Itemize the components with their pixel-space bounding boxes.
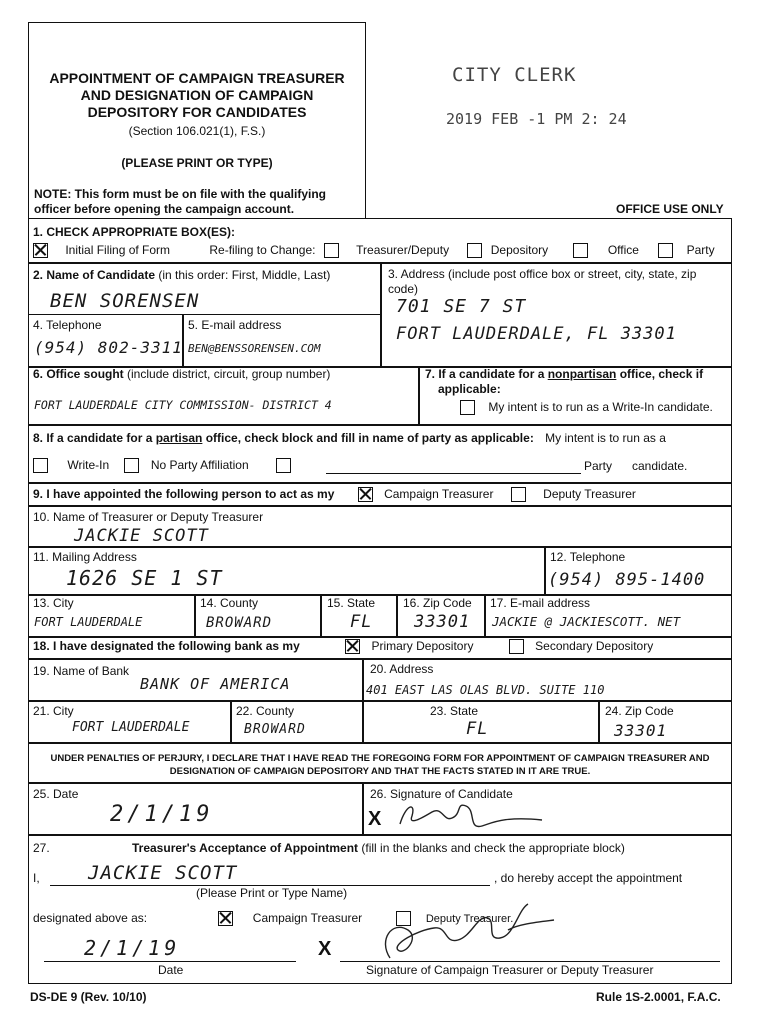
section-7-label-a: 7. If a candidate for a: [425, 367, 548, 381]
section-17-label: 17. E-mail address: [490, 596, 591, 610]
section-6-label-bold: 6. Office sought: [33, 367, 124, 381]
treasurer-telephone-field[interactable]: (954) 895-1400: [548, 570, 706, 590]
section-9-row: [33, 487, 636, 502]
divider: [230, 700, 232, 742]
perjury-line-1: UNDER PENALTIES OF PERJURY, I DECLARE THAT I HAVE READ THE FOREGOING FORM FOR APPOINTMENT OF CAMPAIGN TREASURER AND: [50, 753, 710, 764]
divider: [380, 262, 382, 366]
no-party-affiliation-label: No Party Affiliation: [150, 458, 249, 472]
filing-note: NOTE: This form must be on file with the qualifying officer before opening the campaign account.: [34, 187, 327, 216]
divider: [418, 366, 420, 424]
divider: [28, 700, 732, 702]
divider: [362, 700, 364, 742]
candidate-address-line-1[interactable]: 701 SE 7 ST: [396, 296, 527, 317]
campaign-treasurer-label: Campaign Treasurer: [384, 487, 494, 501]
divider: [28, 314, 380, 315]
acceptance-i: I,: [33, 871, 40, 885]
section-25-label: 25. Date: [33, 787, 79, 801]
divider: [28, 742, 732, 744]
divider: [28, 482, 732, 484]
section-16-label: 16. Zip Code: [403, 596, 472, 610]
form-title: [30, 70, 364, 121]
divider: [28, 424, 732, 426]
section-21-label: 21. City: [33, 704, 74, 718]
section-7-option: [460, 400, 713, 415]
section-26-label: 26. Signature of Candidate: [370, 787, 513, 801]
write-in-partisan-label: Write-In: [67, 458, 110, 472]
section-1-options: [33, 243, 733, 258]
secondary-depository-checkbox[interactable]: [509, 639, 524, 654]
party-text: Party: [584, 459, 613, 473]
section-7-label: [425, 367, 725, 397]
section-18-row: [33, 639, 653, 654]
bank-city-field[interactable]: FORT LAUDERDALE: [72, 720, 190, 735]
party-name-line[interactable]: [326, 473, 581, 474]
treasurer-state-field[interactable]: FL: [350, 612, 373, 632]
acceptance-deputy-treasurer-label: Deputy Treasurer.: [425, 913, 514, 925]
title-line-1: APPOINTMENT OF CAMPAIGN TREASURER: [49, 70, 345, 86]
signature-line: [340, 961, 720, 962]
secondary-depository-label: Secondary Depository: [535, 639, 654, 653]
candidate-telephone-field[interactable]: (954) 802-3311: [34, 338, 183, 357]
section-22-label: 22. County: [236, 704, 295, 718]
party-label: Party: [686, 243, 715, 257]
candidate-address-line-2[interactable]: FORT LAUDERDALE, FL 33301: [396, 324, 677, 344]
divider: [28, 594, 732, 596]
date-label: Date: [158, 963, 184, 977]
section-19-label: 19. Name of Bank: [33, 664, 130, 678]
perjury-statement: [30, 752, 730, 778]
office-use-only: OFFICE USE ONLY: [616, 202, 724, 216]
depository-checkbox[interactable]: [573, 243, 588, 258]
section-8-label: [33, 431, 666, 445]
section-8-label-b: office, check block and fill in name of party as applicable:: [202, 431, 534, 445]
divider: [28, 505, 732, 507]
candidate-signature[interactable]: [392, 796, 552, 836]
office-checkbox[interactable]: [658, 243, 673, 258]
perjury-line-2: DESIGNATION OF CAMPAIGN DEPOSITORY AND THAT THE FACTS STATED IN IT ARE TRUE.: [169, 766, 591, 777]
campaign-treasurer-checkbox[interactable]: [358, 487, 373, 502]
section-15-label: 15. State: [327, 596, 376, 610]
section-6-label-rest: (include district, circuit, group number): [123, 367, 331, 381]
divider: [28, 834, 732, 836]
section-7-label-b: office, check if: [616, 367, 704, 381]
treasurer-signature-label: Signature of Campaign Treasurer or Deputy Treasurer: [366, 963, 654, 977]
treasurer-deputy-label: Treasurer/Deputy: [356, 243, 450, 257]
section-8-label-a: 8. If a candidate for a: [33, 431, 156, 445]
office-label: Office: [607, 243, 639, 257]
section-27-title-bold: Treasurer's Acceptance of Appointment: [132, 841, 359, 855]
received-date-stamp: 2019 FEB -1 PM 2: 24: [446, 110, 627, 128]
divider: [544, 546, 546, 594]
section-12-label: 12. Telephone: [550, 550, 626, 564]
candidate-text: candidate.: [632, 459, 688, 473]
deputy-treasurer-label: Deputy Treasurer: [543, 487, 636, 501]
section-13-label: 13. City: [33, 596, 74, 610]
bank-state-field[interactable]: FL: [466, 719, 489, 739]
section-10-label: 10. Name of Treasurer or Deputy Treasurer: [33, 510, 264, 524]
rule-reference: Rule 1S-2.0001, F.A.C.: [596, 990, 721, 1004]
section-20-label: 20. Address: [370, 662, 434, 676]
divider: [28, 636, 732, 638]
primary-depository-checkbox[interactable]: [345, 639, 360, 654]
acceptance-text: , do hereby accept the appointment: [494, 871, 683, 885]
treasurer-zip-field[interactable]: 33301: [414, 612, 471, 632]
initial-filing-checkbox[interactable]: [33, 243, 48, 258]
form-id: DS-DE 9 (Rev. 10/10): [30, 990, 147, 1004]
section-27-number: 27.: [33, 841, 50, 855]
bank-address-field[interactable]: 401 EAST LAS OLAS BLVD. SUITE 110: [366, 683, 605, 697]
title-line-2: AND DESIGNATION OF CAMPAIGN: [80, 87, 314, 103]
candidate-signature-date-field[interactable]: 2/1/19: [110, 802, 214, 827]
divider: [484, 594, 486, 636]
treasurer-county-field[interactable]: BROWARD: [206, 615, 273, 631]
divider: [598, 700, 600, 742]
section-3-label: 3. Address (include post office box or street, city, state, zip code): [388, 267, 697, 296]
primary-depository-label: Primary Depository: [371, 639, 474, 653]
treasurer-signature-x: X: [318, 938, 332, 960]
office-sought-field[interactable]: FORT LAUDERDALE CITY COMMISSION- DISTRICT 4: [34, 398, 332, 412]
city-clerk-stamp: CITY CLERK: [452, 64, 577, 86]
write-in-nonpartisan-checkbox[interactable]: [460, 400, 475, 415]
section-2-label-bold: 2. Name of Candidate: [33, 268, 156, 282]
divider: [320, 594, 322, 636]
write-in-partisan-checkbox[interactable]: [33, 458, 48, 473]
bank-zip-field[interactable]: 33301: [614, 721, 668, 740]
section-27-title: [132, 841, 625, 855]
bank-county-field[interactable]: BROWARD: [244, 722, 306, 737]
treasurer-mailing-address-field[interactable]: 1626 SE 1 ST: [66, 566, 223, 590]
section-5-label: 5. E-mail address: [188, 318, 282, 332]
designated-label: designated above as:: [33, 911, 148, 925]
section-6-label: [33, 367, 330, 381]
refiling-checkbox[interactable]: [324, 243, 339, 258]
acceptance-campaign-treasurer-label: Campaign Treasurer: [252, 911, 363, 925]
deputy-treasurer-checkbox[interactable]: [511, 487, 526, 502]
candidate-email-field[interactable]: BEN@BENSSORENSEN.COM: [188, 342, 321, 355]
treasurer-city-field[interactable]: FORT LAUDERDALE: [34, 615, 143, 629]
refiling-label: Re-filing to Change:: [209, 243, 316, 257]
divider: [28, 658, 732, 660]
write-in-nonpartisan-label: My intent is to run as a Write-In candidate.: [488, 400, 713, 414]
divider: [362, 658, 364, 700]
divider: [28, 782, 732, 784]
initial-filing-label: Initial Filing of Form: [65, 243, 171, 257]
divider: [194, 594, 196, 636]
date-line: [44, 961, 296, 962]
divider: [396, 594, 398, 636]
section-23-label: 23. State: [430, 704, 479, 718]
section-1-title: 1. CHECK APPROPRIATE BOX(ES):: [33, 225, 236, 239]
candidate-signature-x: X: [368, 808, 382, 830]
section-7-label-c: applicable:: [438, 382, 501, 396]
section-2-label: [33, 268, 330, 282]
divider: [28, 546, 732, 548]
section-18-label: 18. I have designated the following bank as my: [33, 639, 300, 653]
section-4-label: 4. Telephone: [33, 318, 102, 332]
section-24-label: 24. Zip Code: [605, 704, 674, 718]
no-party-affiliation-checkbox[interactable]: [124, 458, 139, 473]
divider: [362, 782, 364, 834]
section-11-label: 11. Mailing Address: [33, 550, 137, 564]
title-line-3: DEPOSITORY FOR CANDIDATES: [87, 104, 307, 120]
section-14-label: 14. County: [200, 596, 259, 610]
section-9-label: 9. I have appointed the following person to act as my: [33, 487, 335, 501]
section-8-options: [33, 458, 291, 473]
bank-name-field[interactable]: BANK OF AMERICA: [140, 675, 291, 693]
section-8-label-u: partisan: [155, 431, 203, 445]
section-2-label-rest: (in this order: First, Middle, Last): [155, 268, 331, 282]
print-note: (PLEASE PRINT OR TYPE): [121, 156, 273, 170]
treasurer-email-field[interactable]: JACKIE @ JACKIESCOTT. NET: [492, 614, 681, 629]
acceptance-campaign-treasurer-checkbox[interactable]: [218, 911, 233, 926]
section-8-label-c: My intent is to run as a: [545, 431, 666, 445]
treasurer-name-field[interactable]: JACKIE SCOTT: [74, 526, 209, 546]
treasurer-deputy-checkbox[interactable]: [467, 243, 482, 258]
candidate-name-field[interactable]: BEN SORENSEN: [50, 290, 200, 312]
treasurer-signature[interactable]: [368, 900, 568, 964]
print-name-instruction: (Please Print or Type Name): [196, 886, 348, 900]
statute-reference: (Section 106.021(1), F.S.): [128, 124, 266, 138]
party-checkbox[interactable]: [276, 458, 291, 473]
acceptance-name-field[interactable]: JACKIE SCOTT: [88, 862, 238, 884]
depository-label: Depository: [490, 243, 549, 257]
section-27-title-rest: (fill in the blanks and check the appropriate block): [358, 841, 625, 855]
section-7-label-u: nonpartisan: [547, 367, 617, 381]
treasurer-signature-date-field[interactable]: 2/1/19: [84, 936, 181, 960]
